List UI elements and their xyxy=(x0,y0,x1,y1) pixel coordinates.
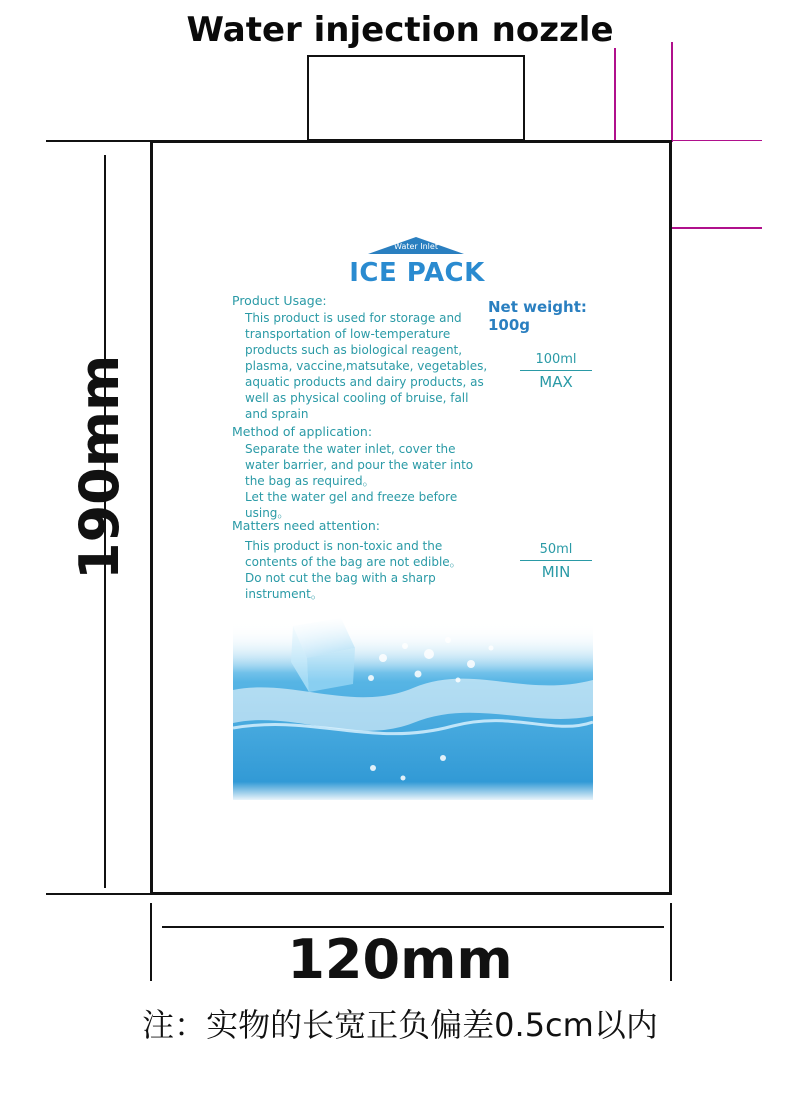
body-line: Do not cut the bag with a sharp xyxy=(245,571,436,585)
brand-title: ICE PACK xyxy=(349,258,485,288)
max-label: MAX xyxy=(539,373,573,391)
width-dimension-label: 120mm xyxy=(287,928,513,991)
body-line: the bag as required。 xyxy=(245,474,375,488)
max-line xyxy=(520,370,592,371)
body-line: contents of the bag are not edible。 xyxy=(245,555,462,569)
body-line: This product is used for storage and xyxy=(245,311,462,325)
height-dimension-label: 190mm xyxy=(68,354,131,580)
net-weight: Net weight: 100g xyxy=(488,298,587,334)
body-line: and sprain xyxy=(245,407,309,421)
min-label: MIN xyxy=(541,563,571,581)
body-line: transportation of low-temperature xyxy=(245,327,451,341)
water-inlet-label: Water Inlet xyxy=(394,242,438,251)
body-line: plasma, vaccine,matsutake, vegetables, xyxy=(245,359,488,373)
top-right-extension-line xyxy=(672,140,762,141)
min-volume: 50ml xyxy=(539,542,573,557)
diagram-title: Water injection nozzle xyxy=(186,10,614,50)
body-line: Separate the water inlet, cover the xyxy=(245,442,456,456)
max-volume: 100ml xyxy=(535,352,577,367)
section-body xyxy=(245,441,505,521)
body-line: water barrier, and pour the water into xyxy=(245,458,474,472)
section-heading: Product Usage: xyxy=(232,293,327,308)
tolerance-note: 注：实物的长宽正负偏差0.5cm以内 xyxy=(142,1006,658,1044)
body-line: Let the water gel and freeze before using。 xyxy=(245,490,458,520)
body-line: This product is non-toxic and the xyxy=(245,539,443,553)
body-line: aquatic products and dairy products, as xyxy=(245,375,484,389)
body-line: well as physical cooling of bruise, fall xyxy=(245,391,469,405)
section-heading: Method of application: xyxy=(232,424,373,439)
min-line xyxy=(520,560,592,561)
section-body xyxy=(245,538,495,602)
right-extension-line xyxy=(670,903,672,981)
bottom-extension-line xyxy=(46,893,150,895)
body-line: products such as biological reagent, xyxy=(245,343,463,357)
top-extension-line xyxy=(46,140,150,142)
section-heading: Matters need attention: xyxy=(232,518,381,533)
section-body xyxy=(245,310,495,422)
left-extension-line xyxy=(150,903,152,981)
water-splash-illustration xyxy=(233,618,593,800)
body-line: instrument。 xyxy=(245,587,323,601)
crop-mark-vertical-2 xyxy=(671,42,673,142)
water-injection-nozzle xyxy=(307,55,525,141)
